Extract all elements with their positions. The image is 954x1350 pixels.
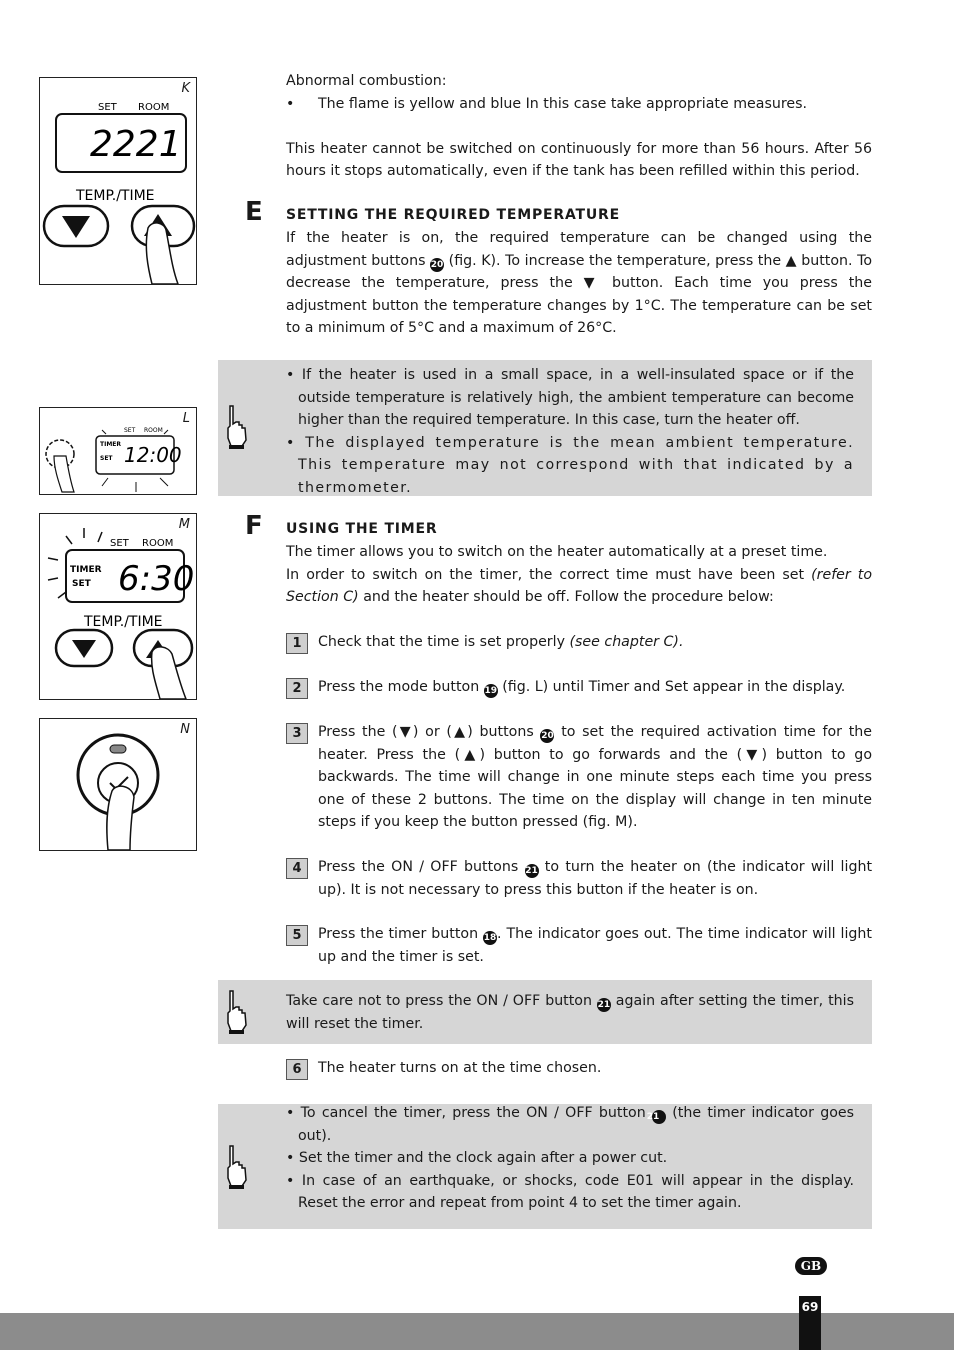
note-box-timer-warning — [218, 980, 872, 1044]
figure-m-illustration — [40, 514, 196, 699]
note-1-bullet-1: • If the heater is used in a small space, in a well-insulated space or if the outside temperature is relatively high, the ambient temperature can become higher than the required temperature. In this case, turn the heater off. — [286, 367, 854, 428]
note-3-bullet-2: • Set the timer and the clock again after a power cut. — [286, 1150, 668, 1166]
display-digits: 12:00 — [124, 443, 182, 467]
note-2-text: Take care not to press the ON / OFF button 21 again after setting the timer, this will reset the timer. — [286, 993, 854, 1032]
note-1-text — [286, 364, 854, 499]
pressing-finger-icon — [146, 223, 178, 284]
intro-block — [286, 70, 872, 183]
figure-n-label: N — [180, 722, 190, 737]
note-3-bullet-3: • In case of an earthquake, or shocks, code E01 will appear in the display. Reset the error and repeat from point 4 to set the timer again. — [286, 1172, 854, 1211]
note-box-timer-cancel — [218, 1104, 872, 1229]
page-number: 69 — [799, 1296, 821, 1350]
svg-text:SET: SET — [72, 579, 91, 589]
step-number-5: 5 — [286, 925, 308, 946]
svg-text:TIMER: TIMER — [70, 565, 102, 575]
temp-time-label: TEMP./TIME — [84, 614, 163, 630]
continuous-operation-paragraph: This heater cannot be switched on continuously for more than 56 hours. After 56 hours it stops automatically, even if the tank has been refilled within this period. — [286, 140, 872, 179]
note-box-temperature — [218, 360, 872, 496]
figure-m — [39, 513, 197, 700]
svg-text:SET: SET — [110, 538, 129, 549]
button-ref-20-icon: 20 — [541, 731, 554, 741]
section-e-paragraph: If the heater is on, the required temperature can be changed using the adjustment buttons 20 (fig. K). To increase the temperature, press the ▲ button. To decrease the temperature, press the ▼ button. Each time you press the adjustment button the temperature changes by 1°C. The temperature can be set to a minimum of 5°C and a maximum of 26°C. — [286, 230, 873, 336]
note-1-bullet-2: • The displayed temperature is the mean ambient temperature. This temperature may not correspond with that indicated by a thermometer. — [286, 434, 854, 496]
svg-text:ROOM: ROOM — [142, 538, 174, 549]
step-6-text: The heater turns on at the time chosen. — [318, 1060, 602, 1076]
step-number-2: 2 — [286, 678, 308, 699]
figure-k-label: K — [181, 81, 190, 96]
step-1-text: Check that the time is set properly (see chapter C). — [318, 634, 684, 650]
temp-time-label: TEMP./TIME — [76, 188, 155, 204]
step-number-3: 3 — [286, 723, 308, 744]
down-arrow-icon — [72, 640, 96, 658]
display-digits: 6:30 — [118, 559, 195, 599]
pressing-finger-icon — [152, 647, 186, 699]
figure-m-label: M — [178, 517, 190, 532]
note-3-bullet-1: • To cancel the timer, press the ON / OFF button 21 (the timer indicator goes out). — [286, 1105, 854, 1144]
svg-text:ROOM: ROOM — [144, 427, 163, 434]
step-number-4: 4 — [286, 858, 308, 879]
pressing-finger-icon — [107, 786, 134, 850]
abnormal-combustion-label: Abnormal combustion: — [286, 73, 447, 89]
step-4-text: Press the ON / OFF buttons 21 to turn the heater on (the indicator will light up). It is not necessary to press this button if the heater is on. — [318, 859, 873, 898]
button-ref-21-icon: 21 — [597, 1000, 611, 1010]
svg-text:SET: SET — [100, 455, 113, 462]
svg-text:SET: SET — [124, 427, 136, 434]
step-3-text: Press the (▼) or (▲) buttons 20 to set the required activation time for the heater. Press the (▲) button to go forwards and the (▼) button to go backwards. The time will change in one minute steps each time you press one of these 2 buttons. The time on the display will change in ten minute steps if you keep the button pressed (fig. M). — [318, 724, 873, 830]
section-letter-e: E — [245, 197, 263, 227]
display-room-label: ROOM — [138, 102, 170, 113]
figure-n — [39, 718, 197, 851]
section-f-paragraph: The timer allows you to switch on the heater automatically at a preset time. In order to switch on the timer, the correct time must have been set (refer to Section C) and the heater should be off. Follow the procedure below: — [286, 544, 873, 605]
step-number-1: 1 — [286, 633, 308, 654]
button-ref-18-icon: 18 — [483, 933, 497, 943]
pointing-hand-icon — [224, 989, 250, 1035]
figure-l-illustration — [40, 408, 196, 494]
display-digits: 2221 — [90, 124, 182, 165]
abnormal-combustion-bullet: • The flame is yellow and blue In this case take appropriate measures. — [286, 95, 807, 112]
pointing-hand-icon — [224, 404, 250, 450]
button-ref-21-icon: 21 — [525, 866, 538, 876]
button-ref-19-icon: 19 — [484, 686, 497, 696]
step-2-text: Press the mode button 19 (fig. L) until Timer and Set appear in the display. — [318, 679, 846, 696]
display-set-label: SET — [98, 102, 117, 113]
figure-k-illustration — [40, 78, 196, 284]
figure-l-label: L — [182, 411, 190, 426]
note-3-text — [286, 1102, 854, 1215]
country-badge: GB — [795, 1257, 827, 1275]
section-f-heading: USING THE TIMER — [286, 521, 438, 537]
svg-text:TIMER: TIMER — [100, 441, 122, 448]
button-ref-20-icon: 20 — [430, 259, 444, 270]
figure-l — [39, 407, 197, 495]
down-arrow-icon — [62, 216, 90, 238]
section-e-heading: SETTING THE REQUIRED TEMPERATURE — [286, 207, 620, 223]
step-number-6: 6 — [286, 1059, 308, 1080]
pointing-hand-icon — [224, 1144, 250, 1190]
button-ref-21-icon: 21 — [652, 1110, 666, 1124]
figure-n-illustration — [40, 719, 196, 850]
step-5-text: Press the timer button 18. The indicator goes out. The time indicator will light up and the timer is set. — [318, 926, 872, 965]
timer-indicator-light — [110, 745, 126, 753]
section-letter-f: F — [245, 511, 263, 541]
figure-k — [39, 77, 197, 285]
